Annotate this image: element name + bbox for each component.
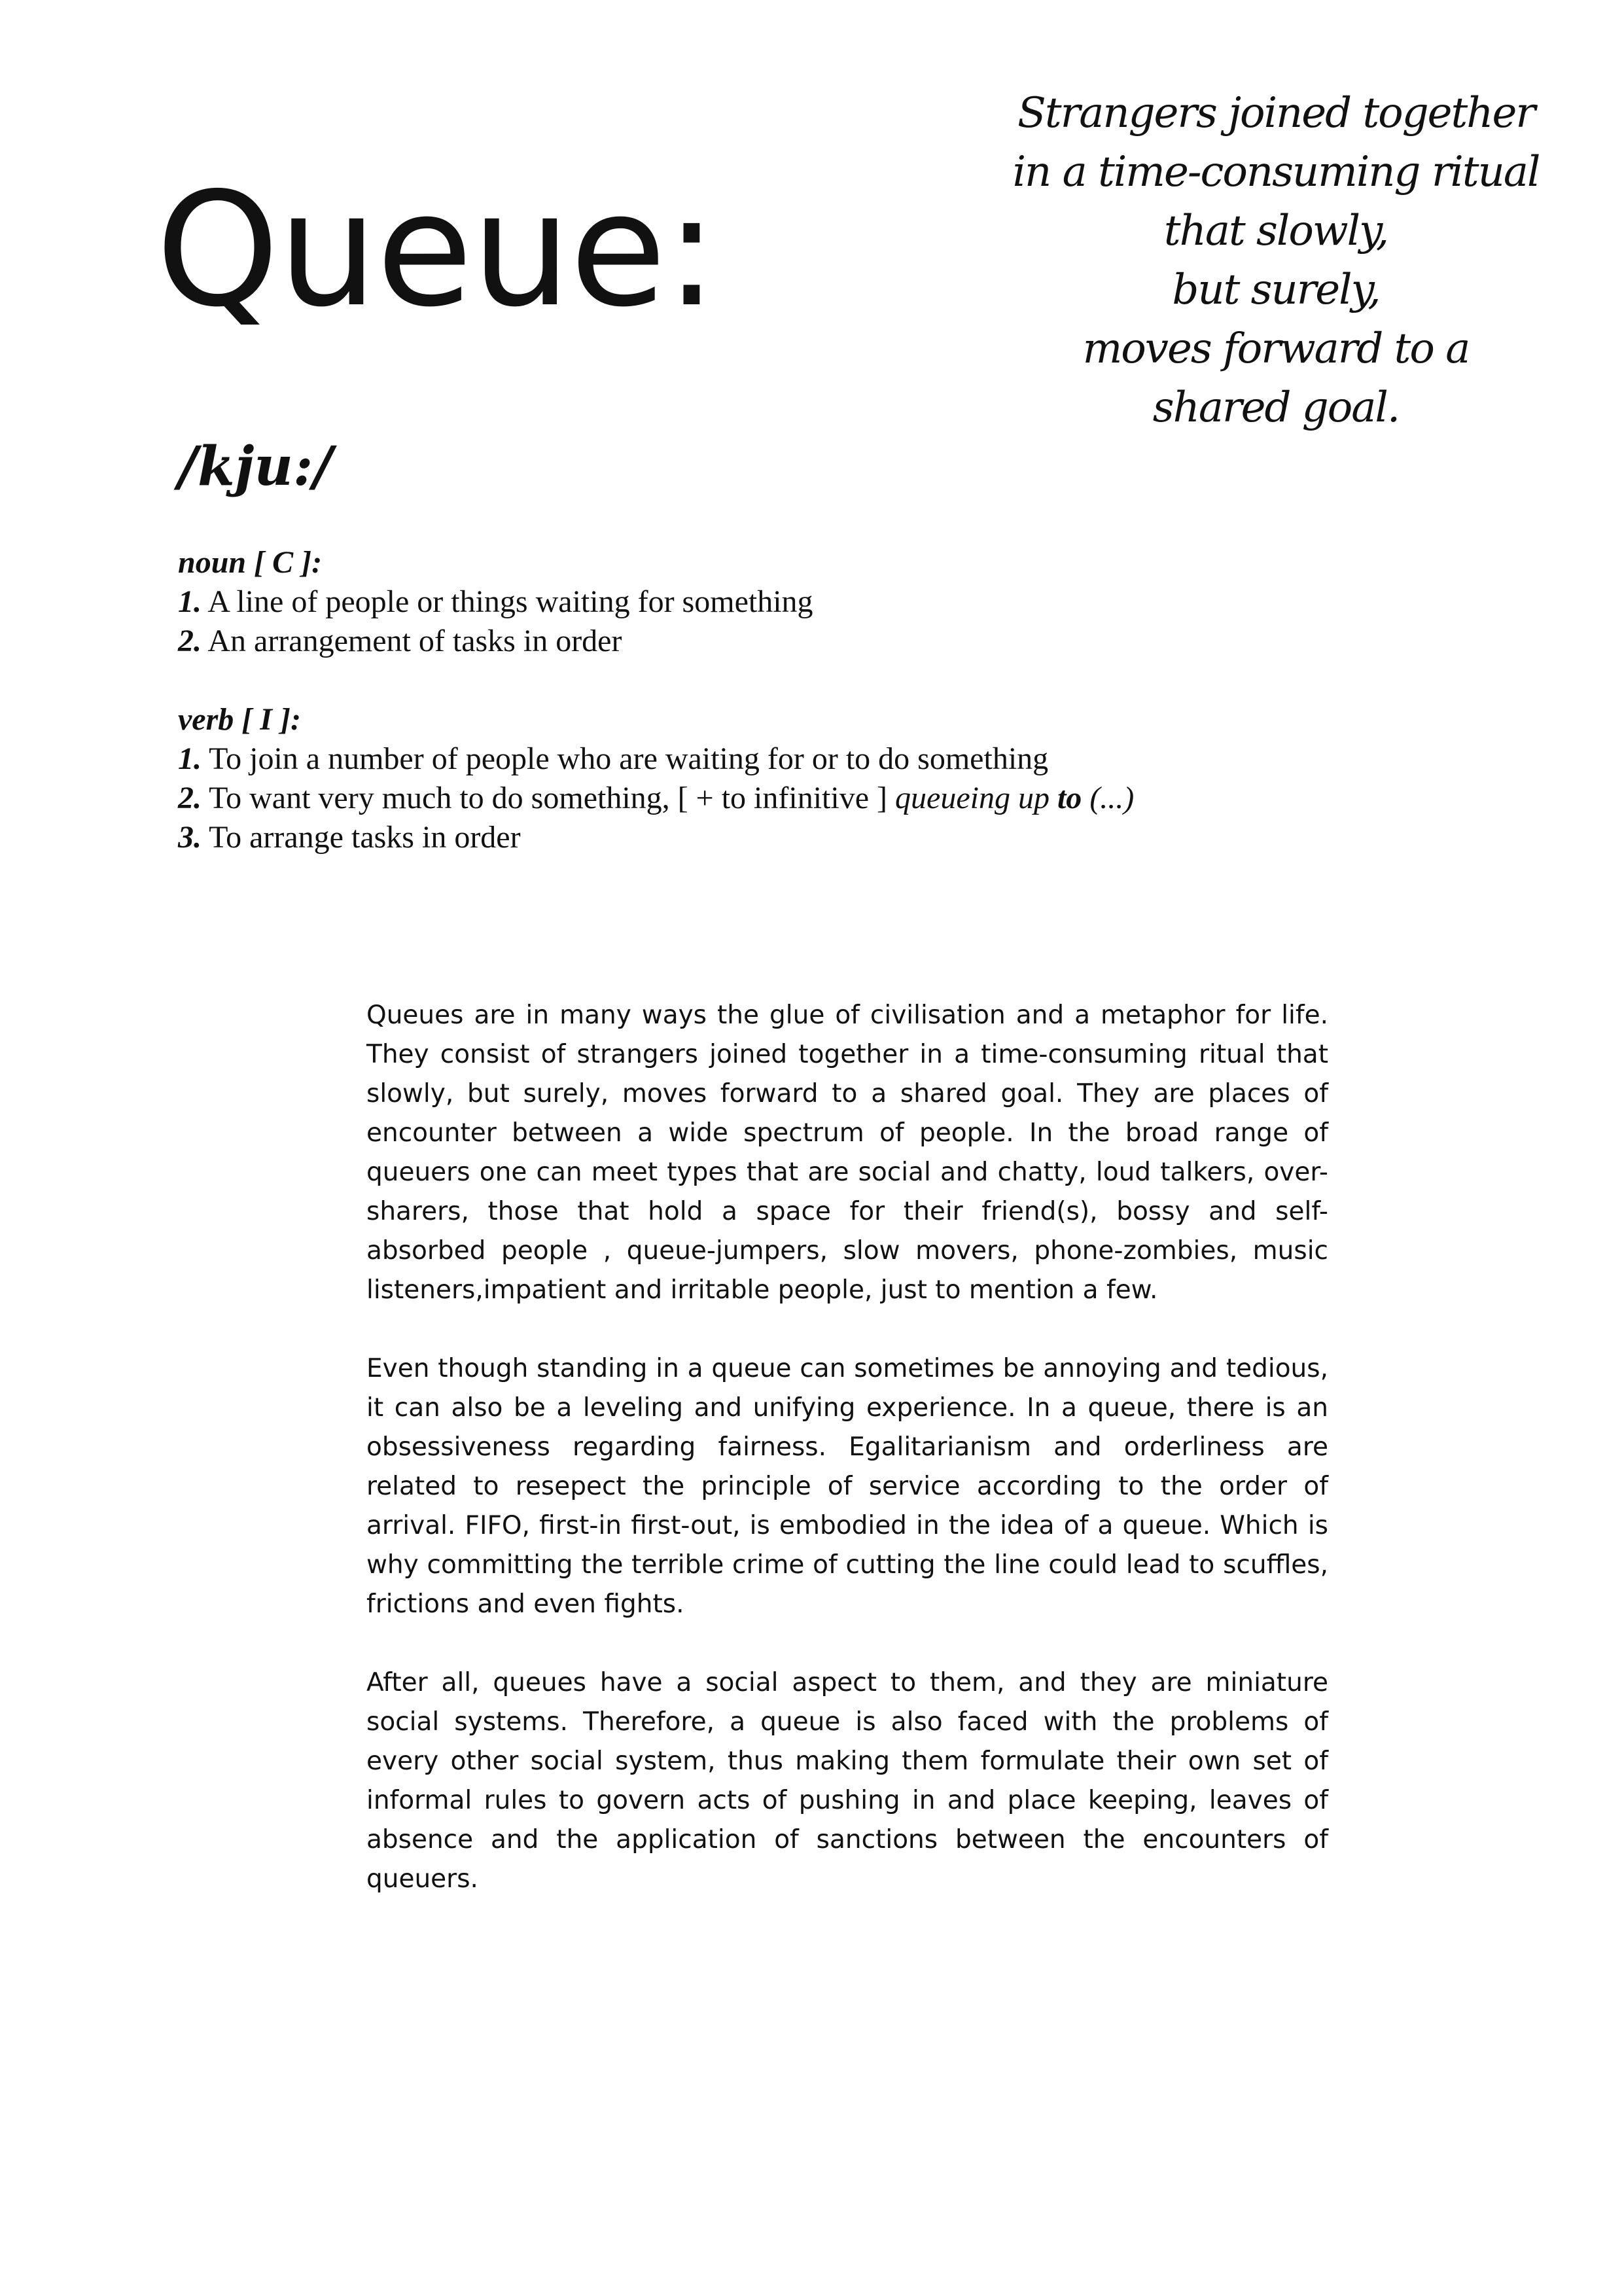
verb-definition xyxy=(178,818,1127,857)
pronunciation: /kju:/ xyxy=(178,435,333,498)
essay-body xyxy=(366,996,1328,1938)
pull-quote xyxy=(1008,84,1544,437)
definition-text: To join a number of people who are waiting for or to do something xyxy=(202,741,1049,776)
usage-example xyxy=(895,781,1134,815)
usage-keyword: to xyxy=(1057,781,1082,815)
quote-line: moves forward to a xyxy=(1082,325,1470,373)
quote-line: shared goal. xyxy=(1152,383,1400,432)
definition-text: A line of people or things waiting for something xyxy=(202,584,813,619)
spacer xyxy=(178,661,1127,700)
definition-text: To arrange tasks in order xyxy=(202,820,521,855)
quote-line: Strangers joined together xyxy=(1017,89,1534,137)
noun-label: noun [ C ]: xyxy=(178,545,323,580)
definition-text: To want very much to do something, [ + to infinitive ] xyxy=(202,781,896,815)
usage-phrase: queueing up xyxy=(895,781,1057,815)
definitions-block xyxy=(178,543,1135,857)
definition-number: 2. xyxy=(178,624,202,658)
page-title: Queue: xyxy=(156,158,717,342)
quote-line: that slowly, xyxy=(1163,207,1388,255)
quote-line: but surely, xyxy=(1172,266,1380,314)
noun-definition xyxy=(178,622,1127,661)
paragraph: Queues are in many ways the glue of civilisation and a metaphor for life. They consist of strangers joined together in a time-consuming ritual that slowly, but surely, moves forward to a shared goal. They are places of encounter between a wide spectrum of people. In the broad range of queuers one can meet types that are social and chatty, loud talkers, over-sharers, those that hold a space for their friend(s), bossy and self-absorbed people , queue-jumpers, slow movers, phone-zombies, music listeners,impatient and irritable people, just to mention a few. xyxy=(366,1001,1328,1305)
definition-number: 1. xyxy=(178,741,202,776)
verb-definition xyxy=(178,739,1127,779)
usage-ellipsis: (...) xyxy=(1082,781,1135,815)
definition-text: An arrangement of tasks in order xyxy=(202,624,622,658)
verb-definition xyxy=(178,779,1135,818)
definition-number: 2. xyxy=(178,781,202,815)
definition-number: 3. xyxy=(178,820,202,855)
verb-label: verb [ I ]: xyxy=(178,702,301,737)
paragraph: Even though standing in a queue can sometimes be annoying and tedious, it can also be a leveling and unifying experience. In a queue, there is an obsessiveness regarding fairness. Egalitarianism and orderliness are related to resepect the principle of service according to the order of arrival. FIFO, first-in first-out, is embodied in the idea of a queue. Which is why committing the terrible crime of cutting the line could lead to scuffles, frictions and even fights. xyxy=(366,1354,1328,1619)
definition-number: 1. xyxy=(178,584,202,619)
noun-definition xyxy=(178,582,1127,622)
quote-line: in a time-consuming ritual xyxy=(1012,148,1540,196)
paragraph: After all, queues have a social aspect to them, and they are miniature social systems. Therefore, a queue is also faced with the problems of every other social system, thus making them formulate their own set of informal rules to govern acts of pushing in and place keeping, leaves of absence and the application of sanctions between the encounters of queuers. xyxy=(366,1668,1328,1894)
